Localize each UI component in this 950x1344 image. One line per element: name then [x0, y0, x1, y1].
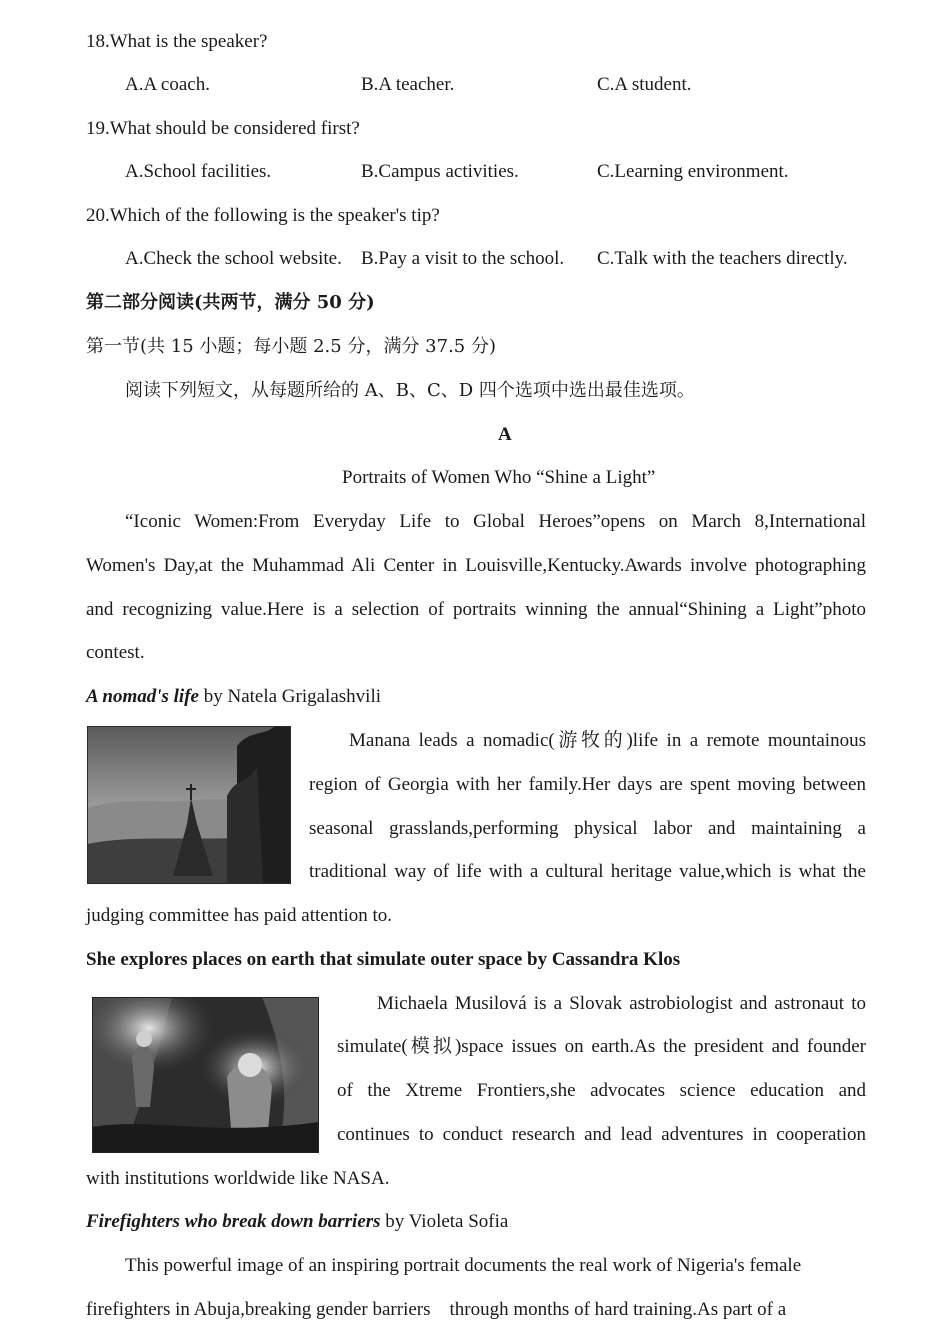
entry1-line-2: region of Georgia with her family.Her days are spent moving between	[309, 774, 866, 795]
entry1-byline: by Natela Grigalashvili	[198, 686, 381, 707]
entry1-line-4: traditional way of life with a cultural heritage value,which is what the	[309, 861, 866, 882]
question-18-option-b: B.A teacher.	[361, 74, 455, 95]
entry2-line-3: of the Xtreme Frontiers,she advocates science education and	[337, 1080, 866, 1101]
nomad-photo	[87, 726, 291, 884]
entry1-title: A nomad's life	[86, 686, 199, 707]
entry3-line-1: This powerful image of an inspiring portrait documents the real work of Nigeria's female	[125, 1255, 802, 1276]
astronaut-photo	[92, 997, 319, 1153]
question-20-option-c: C.Talk with the teachers directly.	[597, 248, 848, 269]
entry1-line-1: Manana leads a nomadic(游牧的)life in a remote mountainous	[349, 730, 866, 751]
question-20-stem: 20.Which of the following is the speaker's tip?	[86, 205, 440, 226]
entry3-line-2: firefighters in Abuja,breaking gender barriers through months of hard training.As part of a	[86, 1299, 787, 1320]
question-20-option-a: A.Check the school website.	[125, 248, 342, 269]
passage-letter: A	[498, 424, 512, 445]
intro-line-2: Women's Day,at the Muhammad Ali Center in Louisville,Kentucky.Awards involve photographing	[86, 555, 866, 576]
question-19-stem: 19.What should be considered first?	[86, 118, 360, 139]
entry2-line-5: with institutions worldwide like NASA.	[86, 1168, 390, 1189]
question-20-option-b: B.Pay a visit to the school.	[361, 248, 565, 269]
intro-line-1: “Iconic Women:From Everyday Life to Global Heroes”opens on March 8,International	[125, 511, 866, 532]
question-18-option-c: C.A student.	[597, 74, 692, 95]
section1-heading: 第一节(共 15 小题；每小题 2.5 分，满分 37.5 分)	[86, 336, 496, 357]
entry3-title: Firefighters who break down barriers	[86, 1211, 381, 1232]
intro-line-4: contest.	[86, 642, 145, 663]
question-19-option-a: A.School facilities.	[125, 161, 272, 182]
question-19-option-c: C.Learning environment.	[597, 161, 789, 182]
entry2-line-4: continues to conduct research and lead adventures in cooperation	[337, 1124, 866, 1145]
question-18-option-a: A.A coach.	[125, 74, 210, 95]
entry2-line-2: simulate(模拟)space issues on earth.As the president and founder	[337, 1036, 866, 1057]
entry2-line-1: Michaela Musilová is a Slovak astrobiologist and astronaut to	[377, 993, 866, 1014]
passage-title: Portraits of Women Who “Shine a Light”	[342, 467, 656, 488]
entry1-heading	[86, 685, 381, 709]
entry1-line-5: judging committee has paid attention to.	[86, 905, 393, 926]
entry2-heading: She explores places on earth that simulate outer space by Cassandra Klos	[86, 949, 681, 970]
reading-instruction: 阅读下列短文，从每题所给的 A、B、C、D 四个选项中选出最佳选项。	[125, 380, 695, 401]
entry3-byline: by Violeta Sofia	[380, 1211, 509, 1232]
part2-heading: 第二部分阅读(共两节，满分 50 分)	[86, 292, 375, 313]
entry1-line-3: seasonal grasslands,performing physical labor and maintaining a	[309, 818, 866, 839]
entry3-heading	[86, 1210, 508, 1234]
question-19-option-b: B.Campus activities.	[361, 161, 519, 182]
question-18-stem: 18.What is the speaker?	[86, 31, 268, 52]
intro-line-3: and recognizing value.Here is a selection of portraits winning the annual“Shining a Light”photo	[86, 599, 866, 620]
